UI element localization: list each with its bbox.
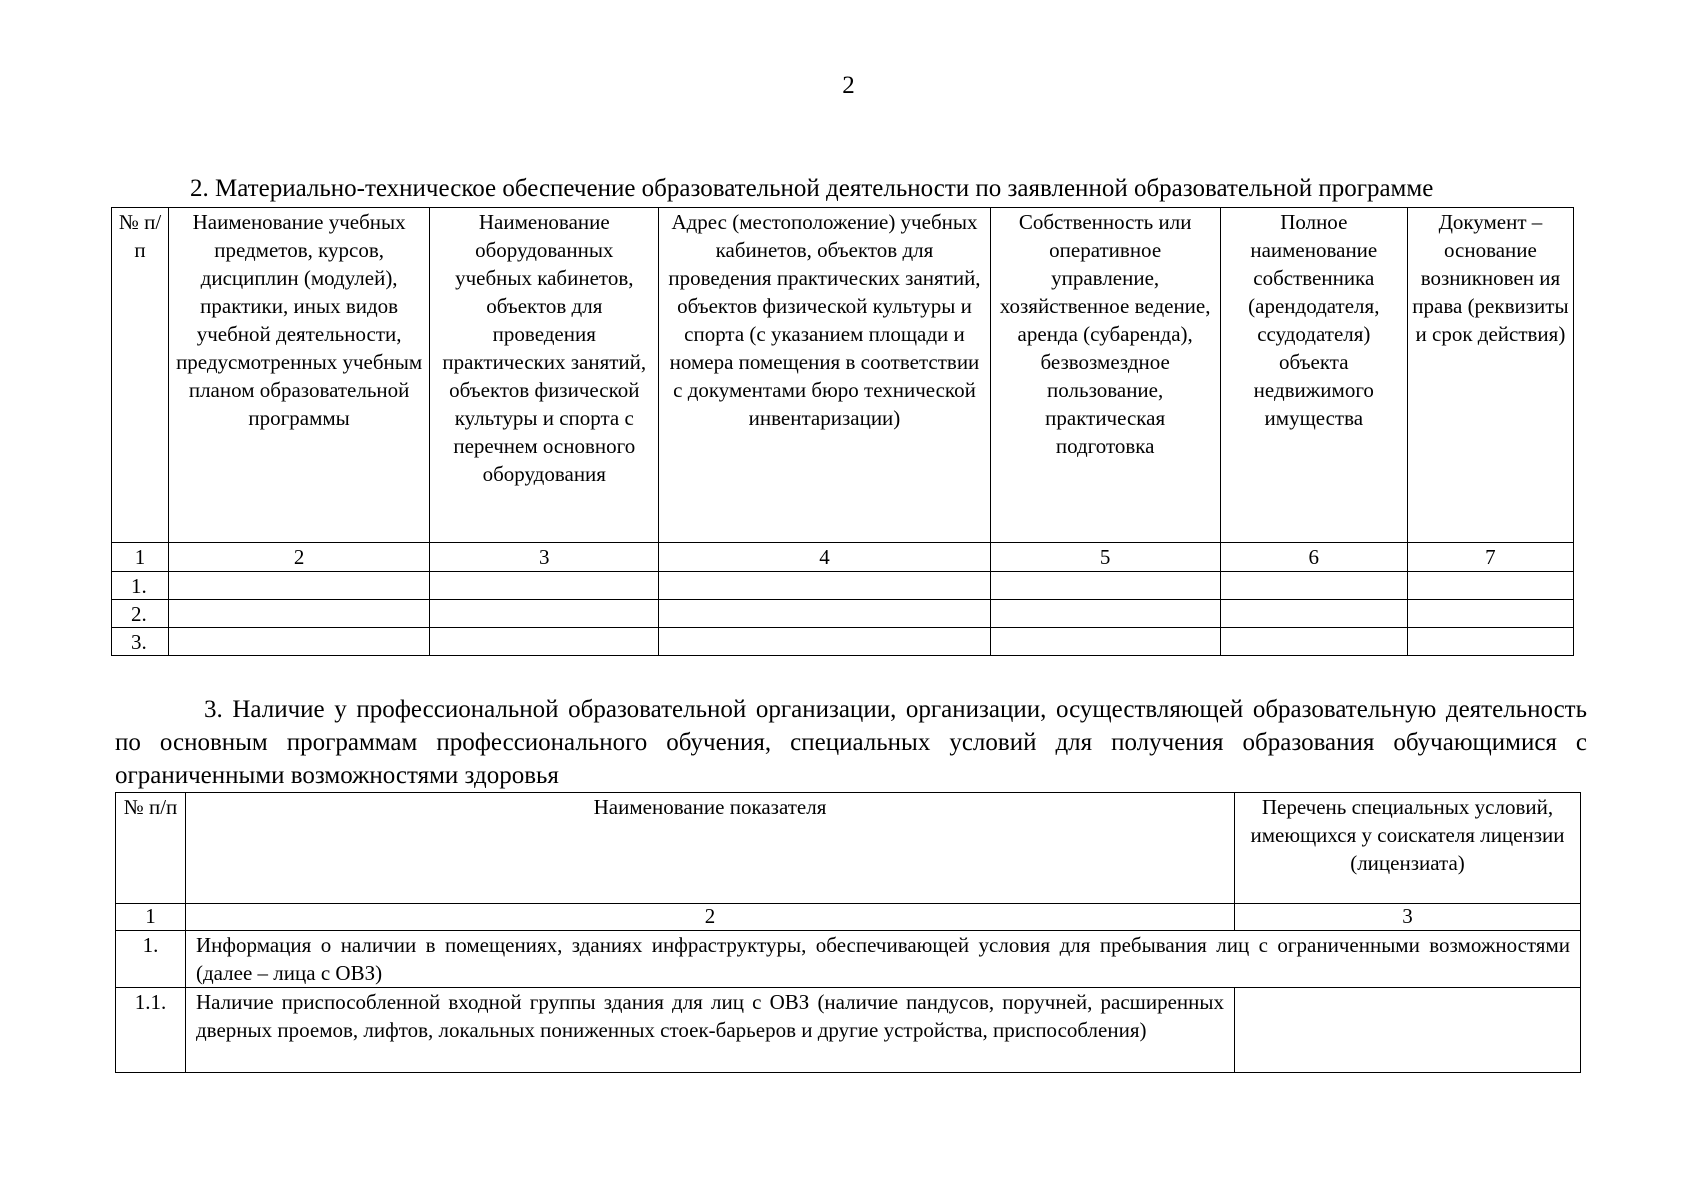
empty-cell	[169, 572, 430, 600]
column-number-row	[116, 904, 1581, 931]
empty-cell	[659, 600, 990, 628]
column-number-cell: 6	[1220, 543, 1407, 572]
empty-cell	[430, 572, 659, 600]
empty-cell	[1235, 988, 1581, 1073]
header-cell: Собственность или оперативное управление, хозяйственное ведение, аренда (субаренда), безвозмездное пользование, практическая подготовка	[990, 208, 1220, 543]
empty-cell	[1220, 572, 1407, 600]
table-row	[112, 628, 1574, 656]
header-cell: № п/п	[116, 793, 186, 904]
empty-cell	[1220, 600, 1407, 628]
column-number-cell: 5	[990, 543, 1220, 572]
row-number-cell: 3.	[112, 628, 169, 656]
empty-cell	[1220, 628, 1407, 656]
section-3-title: 3. Наличие у профессиональной образовательной организации, организации, осуществляющей образовательную деятельность по основным программам профессионального обучения, специальных условий для получения образования обучающимися с ограниченными возможностями здоровья	[115, 696, 1587, 789]
empty-cell	[1407, 572, 1573, 600]
header-cell: Полное наименование собственника (арендодателя, ссудодателя) объекта недвижимого имущества	[1220, 208, 1407, 543]
empty-cell	[430, 628, 659, 656]
empty-cell	[659, 628, 990, 656]
empty-cell	[169, 628, 430, 656]
column-number-cell: 1	[112, 543, 169, 572]
column-number-cell: 1	[116, 904, 186, 931]
row-number-cell: 1.	[112, 572, 169, 600]
column-number-cell: 3	[1235, 904, 1581, 931]
section-2-title: 2. Материально-техническое обеспечение образовательной деятельности по заявленной образовательной программе	[190, 175, 1434, 202]
empty-cell	[990, 600, 1220, 628]
header-cell: Наименование учебных предметов, курсов, дисциплин (модулей), практики, иных видов учебной деятельности, предусмотренных учебным планом образовательной программы	[169, 208, 430, 543]
empty-cell	[430, 600, 659, 628]
indicator-cell: Наличие приспособленной входной группы здания для лиц с ОВЗ (наличие пандусов, поручней, расширенных дверных проемов, лифтов, локальных пониженных стоек-барьеров и другие устройства, приспособления)	[186, 988, 1235, 1073]
header-cell: Наименование показателя	[186, 793, 1235, 904]
table-header-row	[112, 208, 1574, 543]
header-cell: Наименование оборудованных учебных кабинетов, объектов для проведения практических занятий, объектов физической культуры и спорта с перечнем основного оборудования	[430, 208, 659, 543]
page-number: 2	[842, 72, 855, 99]
empty-cell	[1407, 600, 1573, 628]
column-number-row	[112, 543, 1574, 572]
column-number-cell: 2	[169, 543, 430, 572]
column-number-cell: 7	[1407, 543, 1573, 572]
header-cell: Перечень специальных условий, имеющихся у соискателя лицензии (лицензиата)	[1235, 793, 1581, 904]
table-header-row	[116, 793, 1581, 904]
table-row	[112, 572, 1574, 600]
row-number-cell: 1.1.	[116, 988, 186, 1073]
row-number-cell: 2.	[112, 600, 169, 628]
empty-cell	[990, 572, 1220, 600]
column-number-cell: 3	[430, 543, 659, 572]
empty-cell	[659, 572, 990, 600]
empty-cell	[169, 600, 430, 628]
empty-cell	[990, 628, 1220, 656]
table-row	[116, 931, 1581, 988]
column-number-cell: 2	[186, 904, 1235, 931]
header-cell: Документ – основание возникновен ия права (реквизиты и срок действия)	[1407, 208, 1573, 543]
header-cell: № п/п	[112, 208, 169, 543]
empty-cell	[1407, 628, 1573, 656]
table-row	[112, 600, 1574, 628]
header-cell: Адрес (местоположение) учебных кабинетов, объектов для проведения практических занятий, объектов физической культуры и спорта (с указанием площади и номера помещения в соответствии с документами бюро технической инвентаризации)	[659, 208, 990, 543]
column-number-cell: 4	[659, 543, 990, 572]
indicator-cell: Информация о наличии в помещениях, зданиях инфраструктуры, обеспечивающей условия для пребывания лиц с ограниченными возможностями (далее – лица с ОВЗ)	[186, 931, 1581, 988]
special-conditions-table	[115, 792, 1581, 1073]
row-number-cell: 1.	[116, 931, 186, 988]
material-resources-table	[111, 207, 1574, 656]
table-row	[116, 988, 1581, 1073]
